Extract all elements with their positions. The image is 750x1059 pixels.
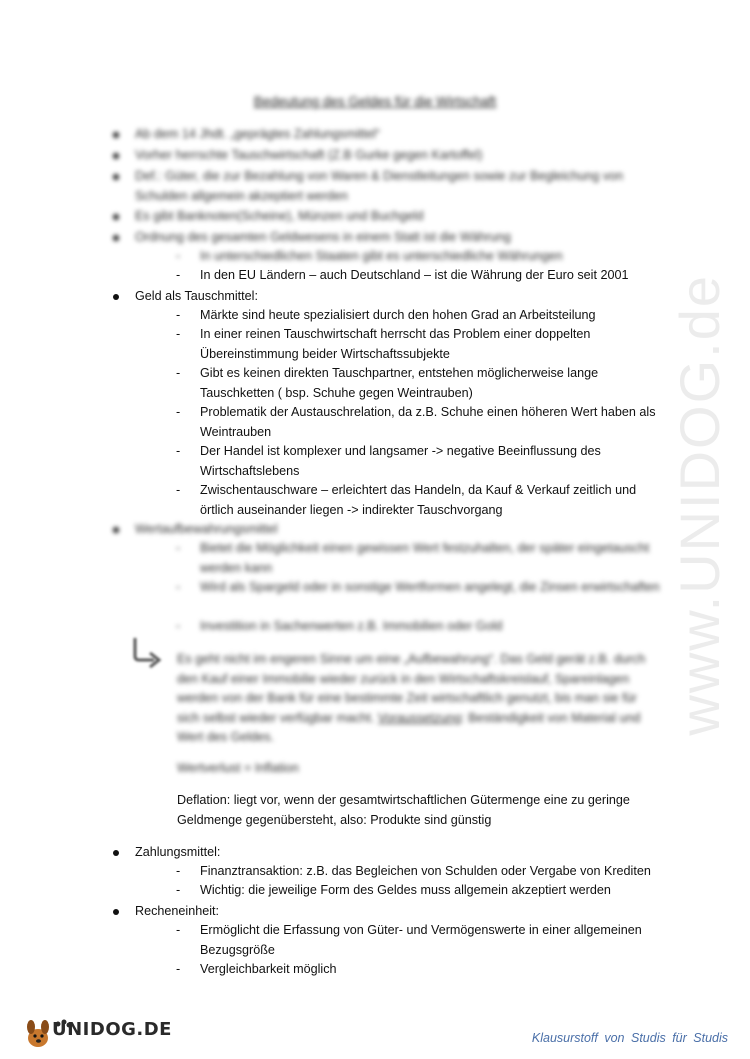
deflation-note: Deflation: liegt vor, wenn der gesamtwirtschaftlichen Gütermenge eine zu geringe Geldmenge gegenübersteht, also: Produkte sind günstig xyxy=(177,793,630,827)
bullet-item: Ordnung des gesamten Geldwesens in einem Statt ist die Währung xyxy=(135,228,655,248)
explanation-paragraph: Es geht nicht im engeren Sinne um eine „Aufbewahrung“. Das Geld gerät z.B. durch den Kauf einer Immobilie wieder zurück in den Wirtschaftskreislauf, Spareinlagen werden von der Bank für eine bestimmte Zeit wirtschaftlich genutzt, bis man sie für sich selbst wieder verfügbar macht. Voraussetzung: Beständigkeit von Material und Wert des Geldes. xyxy=(177,652,646,745)
sub-item: - Zwischentauschware – erleichtert das Handeln, da Kauf & Verkauf zeitlich und örtlich auseinander liegen -> indirekter Tauschvorgang xyxy=(176,483,637,517)
sub-item: - Problematik der Austauschrelation, da z.B. Schuhe einen höheren Wert haben als Weintrauben xyxy=(176,405,656,439)
section-recheneinheit: Recheneinheit: xyxy=(135,902,655,922)
sub-item: - In einer reinen Tauschwirtschaft herrscht das Problem einer doppelten Übereinstimmung beider Wirtschaftssubjekte xyxy=(176,327,591,361)
sub-item: - Ermöglicht die Erfassung von Güter- und Vermögenswerte in einer allgemeinen Bezugsgröße xyxy=(176,923,642,957)
sub-item: - Gibt es keinen direkten Tauschpartner, entstehen möglicherweise lange Tauschketten ( bsp. Schuhe gegen Weintrauben) xyxy=(176,366,599,400)
sub-item: - Märkte sind heute spezialisiert durch den hohen Grad an Arbeitsteilung xyxy=(176,308,596,322)
sub-item: - Finanztransaktion: z.B. das Begleichen von Schulden oder Vergabe von Krediten xyxy=(176,864,651,878)
section-tauschmittel: Geld als Tauschmittel: xyxy=(135,287,655,307)
sub-item: - Investition in Sachenwerten z.B. Immobilien oder Gold xyxy=(176,619,503,633)
sub-item: - Vergleichbarkeit möglich xyxy=(176,962,337,976)
sub-item: - Wichtig: die jeweilige Form des Geldes muss allgemein akzeptiert werden xyxy=(176,883,611,897)
bullet-item: Def.: Güter, die zur Bezahlung von Waren & Dienstleitungen sowie zur Begleichung von Schulden allgemein akzeptiert werden xyxy=(135,167,655,206)
inflation-note: Wertverlust = Inflation xyxy=(177,761,299,775)
curved-arrow-right-icon xyxy=(130,636,164,668)
watermark-text: www.UNIDOG.de xyxy=(668,274,732,736)
sub-item: - In unterschiedlichen Staaten gibt es unterschiedliche Währungen xyxy=(176,249,563,263)
footer-tagline: Klausurstoff von Studis für Studis xyxy=(531,1031,728,1045)
bullet-item: Es gibt Banknoten(Scheine), Münzen und Buchgeld xyxy=(135,207,655,227)
sub-item: - Bietet die Möglichkeit einen gewissen Wert festzuhalten, der später eingetauscht werden kann xyxy=(176,541,650,575)
sub-item: - In den EU Ländern – auch Deutschland – ist die Währung der Euro seit 2001 xyxy=(176,268,629,282)
section-zahlungsmittel: Zahlungsmittel: xyxy=(135,843,655,863)
sub-item: - Der Handel ist komplexer und langsamer -> negative Beeinflussung des Wirtschaftslebens xyxy=(176,444,601,478)
bullet-item: Vorher herrschte Tauschwirtschaft (Z.B Gurke gegen Kartoffel) xyxy=(135,146,655,166)
sub-item: - Wird als Spargeld oder in sonstige Wertformen angelegt, die Zinsen erwirtschaften xyxy=(176,580,660,594)
logo[interactable]: UNIDOG.DE xyxy=(52,1019,172,1040)
page-title: Bedeutung des Geldes für die Wirtschaft xyxy=(253,94,497,109)
section-wertaufbewahrung: Wertaufbewahrungsmittel xyxy=(135,520,655,540)
bullet-item: Ab dem 14 Jhdt. „geprägtes Zahlungsmittel“ xyxy=(135,125,655,145)
